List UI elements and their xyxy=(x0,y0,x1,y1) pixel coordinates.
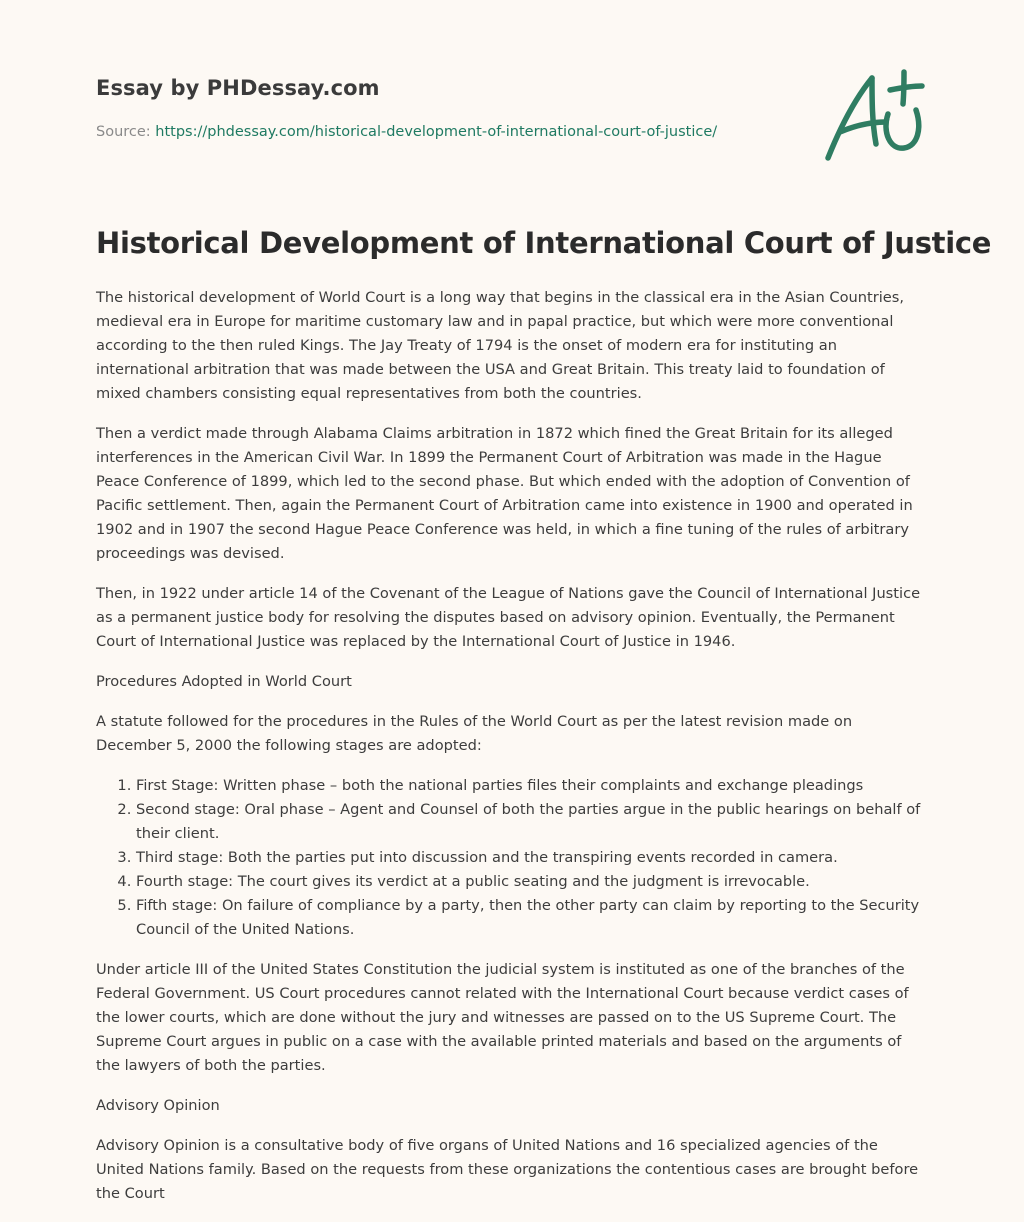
section-heading-procedures: Procedures Adopted in World Court xyxy=(96,673,352,690)
stages-list xyxy=(96,774,928,942)
source-line xyxy=(96,124,717,140)
list-item: 1. First Stage: Written phase – both the national parties files their complaints and exchange pleadings xyxy=(136,774,928,798)
essay-title: Historical Development of International Court of Justice xyxy=(96,226,992,260)
essay-body xyxy=(96,286,928,1222)
site-brand: Essay by PHDessay.com xyxy=(96,76,380,100)
section-heading-advisory: Advisory Opinion xyxy=(96,1097,220,1114)
source-link[interactable]: https://phdessay.com/historical-development-of-international-court-of-justice/ xyxy=(155,124,718,140)
list-item: 5. Fifth stage: On failure of compliance by a party, then the other party can claim by reporting to the Security Council of the United Nations. xyxy=(136,894,928,942)
source-label: Source: xyxy=(96,124,156,140)
paragraph-3: Then, in 1922 under article 14 of the Covenant of the League of Nations gave the Council of International Justice as a permanent justice body for resolving the disputes based on advisory opinion. Eventually, the Permanent Court of International Justice was replaced by the International Court of Justice in 1946. xyxy=(96,585,921,650)
a-plus-logo-icon xyxy=(822,66,928,166)
list-item: 4. Fourth stage: The court gives its verdict at a public seating and the judgment is irrevocable. xyxy=(136,870,928,894)
paragraph-6: Advisory Opinion is a consultative body of five organs of United Nations and 16 specialized agencies of the United Nations family. Based on the requests from these organizations the contentious cases are brought before the Court xyxy=(96,1137,919,1202)
paragraph-4: A statute followed for the procedures in the Rules of the World Court as per the latest revision made on December 5, 2000 the following stages are adopted: xyxy=(96,713,853,754)
list-item: 2. Second stage: Oral phase – Agent and Counsel of both the parties argue in the public hearings on behalf of their client. xyxy=(136,798,928,846)
paragraph-5: Under article III of the United States Constitution the judicial system is instituted as one of the branches of the Federal Government. US Court procedures cannot related with the International Court because verdict cases of the lower courts, which are done without the jury and witnesses are passed on to the US Supreme Court. The Supreme Court argues in public on a case with the available printed materials and based on the arguments of the lawyers of both the parties. xyxy=(96,961,909,1074)
paragraph-1: The historical development of World Court is a long way that begins in the classical era in the Asian Countries, medieval era in Europe for maritime customary law and in papal practice, but which were more conventional according to the then ruled Kings. The Jay Treaty of 1794 is the onset of modern era for instituting an international arbitration that was made between the USA and Great Britain. This treaty laid to foundation of mixed chambers consisting equal representatives from both the countries. xyxy=(96,289,905,402)
paragraph-2: Then a verdict made through Alabama Claims arbitration in 1872 which fined the Great Britain for its alleged interferences in the American Civil War. In 1899 the Permanent Court of Arbitration was made in the Hague Peace Conference of 1899, which led to the second phase. But which ended with the adoption of Convention of Pacific settlement. Then, again the Permanent Court of Arbitration came into existence in 1900 and operated in 1902 and in 1907 the second Hague Peace Conference was held, in which a fine tuning of the rules of arbitrary proceedings was devised. xyxy=(96,425,913,562)
list-item: 3. Third stage: Both the parties put into discussion and the transpiring events recorded in camera. xyxy=(136,846,928,870)
